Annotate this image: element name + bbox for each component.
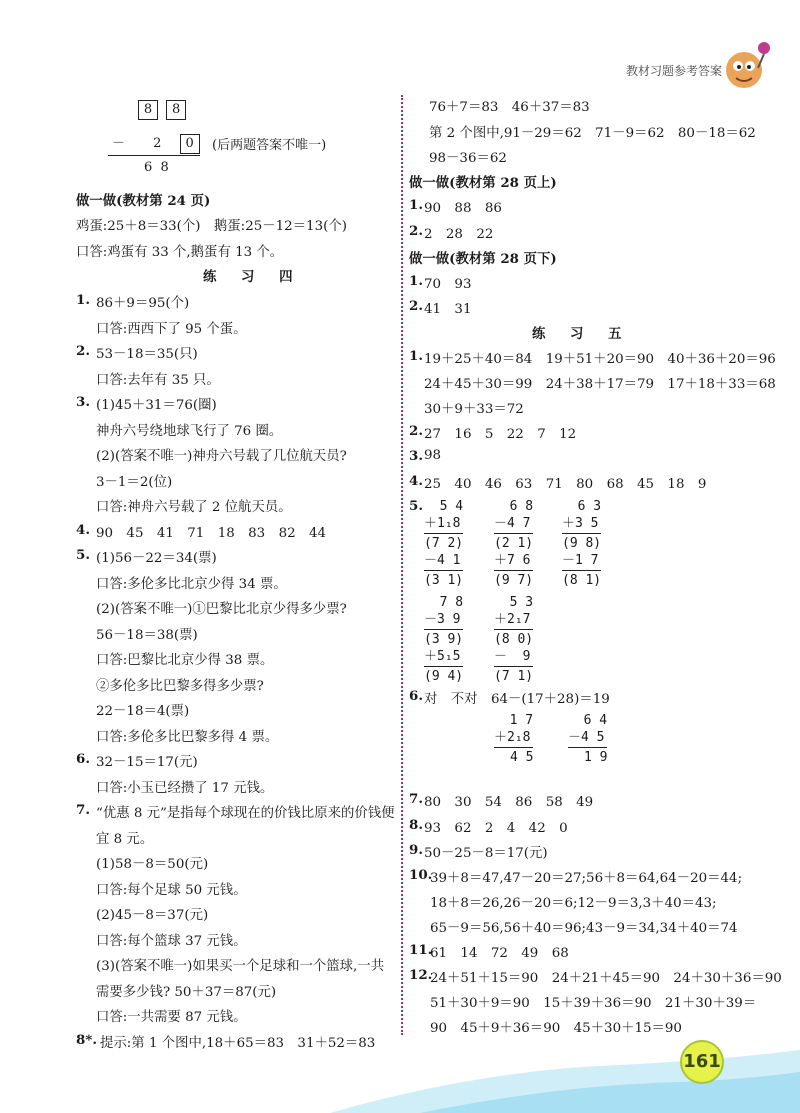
text-line: 50－25－8＝17(元) — [424, 846, 548, 861]
puzzle-result: 6 8 — [144, 160, 169, 175]
text-line: (1)45＋31＝76(圈) — [96, 398, 217, 413]
digit: 2 — [153, 136, 162, 151]
text-line: (2)(答案不唯一)①巴黎比北京少得多少票? — [96, 602, 347, 617]
text-line: 90 45＋9＋36＝90 45＋30＋15＝90 — [430, 1021, 682, 1036]
vertical-calc: 1 7 ＋2₁8 4 5 — [494, 713, 534, 765]
puzzle-note: (后两题答案不唯一) — [212, 138, 327, 153]
text-line: 口答:鸡蛋有 33 个,鹅蛋有 13 个。 — [76, 245, 284, 260]
item-number: 1. — [409, 273, 423, 289]
item-number: 7. — [76, 802, 90, 818]
text-line: 90 88 86 — [424, 201, 502, 216]
text-line: 口答:巴黎比北京少得 38 票。 — [96, 653, 274, 668]
text-line: 提示:第 1 个图中,18＋65＝83 31＋52＝83 — [100, 1036, 376, 1051]
text-line: 76＋7＝83 46＋37＝83 — [429, 100, 590, 115]
item-number: 3. — [409, 448, 423, 464]
section-title: 做一做(教材第 24 页) — [76, 193, 211, 209]
text-line: 口答:每个篮球 37 元钱。 — [96, 934, 247, 949]
text-line: 对 不对 64－(17＋28)＝19 — [424, 692, 610, 707]
text-line: 口答:神舟六号载了 2 位航天员。 — [96, 500, 292, 515]
text-line: 22－18＝4(票) — [96, 704, 190, 719]
text-line: 3－1＝2(位) — [96, 475, 173, 490]
item-number: 7. — [409, 791, 423, 807]
item-number: 5. — [76, 547, 90, 563]
text-line: 口答:去年有 35 只。 — [96, 373, 220, 388]
digit-box: 8 — [166, 100, 186, 120]
text-line: (1)56－22＝34(票) — [96, 551, 217, 566]
section-title: 练 习 四 — [203, 269, 303, 285]
item-number: 6. — [76, 751, 90, 767]
item-number: 8. — [409, 817, 423, 833]
text-line: 86＋9＝95(个) — [96, 296, 190, 311]
page-number: 161 — [680, 1040, 724, 1084]
header-title: 教材习题参考答案 — [625, 64, 722, 78]
item-number: 6. — [409, 688, 423, 704]
item-number: 10. — [409, 867, 433, 883]
item-number: 4. — [76, 522, 90, 538]
text-line: 需要多少钱? 50＋37＝87(元) — [96, 985, 277, 1000]
text-line: 70 93 — [424, 277, 472, 292]
text-line: 口答:多伦多比北京少得 34 票。 — [96, 577, 287, 592]
text-line: 神舟六号绕地球飞行了 76 圈。 — [96, 424, 283, 439]
text-line: 鸡蛋:25＋8＝33(个) 鹅蛋:25－12＝13(个) — [76, 219, 347, 234]
vertical-calc: 6 4 －4 5 1 9 — [568, 713, 608, 765]
item-number: 1. — [76, 292, 90, 308]
text-line: 口答:小玉已经攒了 17 元钱。 — [96, 781, 274, 796]
text-line: 24＋45＋30＝99 24＋38＋17＝79 17＋18＋33＝68 — [424, 377, 776, 392]
operator: － — [112, 136, 126, 151]
text-line: 2 28 22 — [424, 227, 494, 242]
item-number: 4. — [409, 473, 423, 489]
vertical-calc: 6 3 ＋3 5 (9 8) －1 7 (8 1) — [562, 499, 602, 588]
text-line: 32－15＝17(元) — [96, 755, 198, 770]
text-line: (2)45－8＝37(元) — [96, 908, 209, 923]
text-line: ②多伦多比巴黎多得多少票? — [96, 679, 264, 694]
text-line: 口答:一共需要 87 元钱。 — [96, 1010, 247, 1025]
text-line: 53－18＝35(只) — [96, 347, 198, 362]
section-title: 做一做(教材第 28 页下) — [409, 251, 557, 267]
item-number: 3. — [76, 394, 90, 410]
vertical-calc: 7 8 －3 9 (3 9) ＋5₁5 (9 4) — [424, 595, 464, 684]
item-number: 5. — [409, 498, 423, 514]
digit-box: 8 — [138, 100, 158, 120]
item-number: 2. — [409, 423, 423, 439]
text-line: (2)(答案不唯一)神舟六号载了几位航天员? — [96, 449, 347, 464]
text-line: 口答:西西下了 95 个蛋。 — [96, 322, 247, 337]
text-line: “优惠 8 元”是指每个球现在的价钱比原来的价钱便 — [96, 806, 395, 821]
text-line: 41 31 — [424, 302, 472, 317]
vertical-calc: 5 4 ＋1₁8 (7 2) －4 1 (3 1) — [424, 499, 464, 588]
item-number: 9. — [409, 842, 423, 858]
text-line: 18＋8＝26,26－20＝6;12－9＝3,3＋40＝43; — [430, 896, 717, 911]
text-line: 27 16 5 22 7 12 — [424, 427, 577, 442]
item-number: 2. — [409, 298, 423, 314]
item-number: 8*. — [76, 1032, 97, 1048]
vertical-calc: 6 8 －4 7 (2 1) ＋7 6 (9 7) — [494, 499, 534, 588]
text-line: 宜 8 元。 — [96, 832, 154, 847]
text-line: 93 62 2 4 42 0 — [424, 821, 568, 836]
text-line: 25 40 46 63 71 80 68 45 18 9 — [424, 477, 707, 492]
item-number: 1. — [409, 197, 423, 213]
vertical-calc: 5 3 ＋2₁7 (8 0) － 9 (7 1) — [494, 595, 534, 684]
digit-box: 0 — [180, 134, 200, 154]
text-line: 56－18＝38(票) — [96, 628, 198, 643]
text-line: 24＋51＋15＝90 24＋21＋45＝90 24＋30＋36＝90 — [430, 971, 782, 986]
text-line: 口答:每个足球 50 元钱。 — [96, 883, 247, 898]
section-title: 做一做(教材第 28 页上) — [409, 175, 557, 191]
item-number: 11. — [409, 942, 433, 958]
item-number: 2. — [76, 343, 90, 359]
text-line: 65－9＝56,56＋40＝96;43－9＝34,34＋40＝74 — [430, 921, 738, 936]
text-line: 80 30 54 86 58 49 — [424, 795, 594, 810]
text-line: 98 — [424, 448, 442, 463]
text-line: (3)(答案不唯一)如果买一个足球和一个篮球,一共 — [96, 959, 385, 974]
text-line: 口答:多伦多比巴黎多得 4 票。 — [96, 730, 279, 745]
text-line: 61 14 72 49 68 — [430, 946, 569, 961]
text-line: 39＋8＝47,47－20＝27;56＋8＝64,64－20＝44; — [430, 871, 743, 886]
text-line: (1)58－8＝50(元) — [96, 857, 209, 872]
text-line: 19＋25＋40＝84 19＋51＋20＝90 40＋36＋20＝96 — [424, 352, 776, 367]
item-number: 12. — [409, 967, 433, 983]
text-line: 51＋30＋9＝90 15＋39＋36＝90 21＋30＋39＝ — [430, 996, 757, 1011]
section-title: 练 习 五 — [532, 326, 632, 342]
item-number: 1. — [409, 348, 423, 364]
text-line: 90 45 41 71 18 83 82 44 — [96, 526, 327, 541]
item-number: 2. — [409, 223, 423, 239]
text-line: 98－36＝62 — [429, 151, 507, 166]
text-line: 30＋9＋33＝72 — [424, 402, 524, 417]
text-line: 第 2 个图中,91－29＝62 71－9＝62 80－18＝62 — [429, 126, 756, 141]
